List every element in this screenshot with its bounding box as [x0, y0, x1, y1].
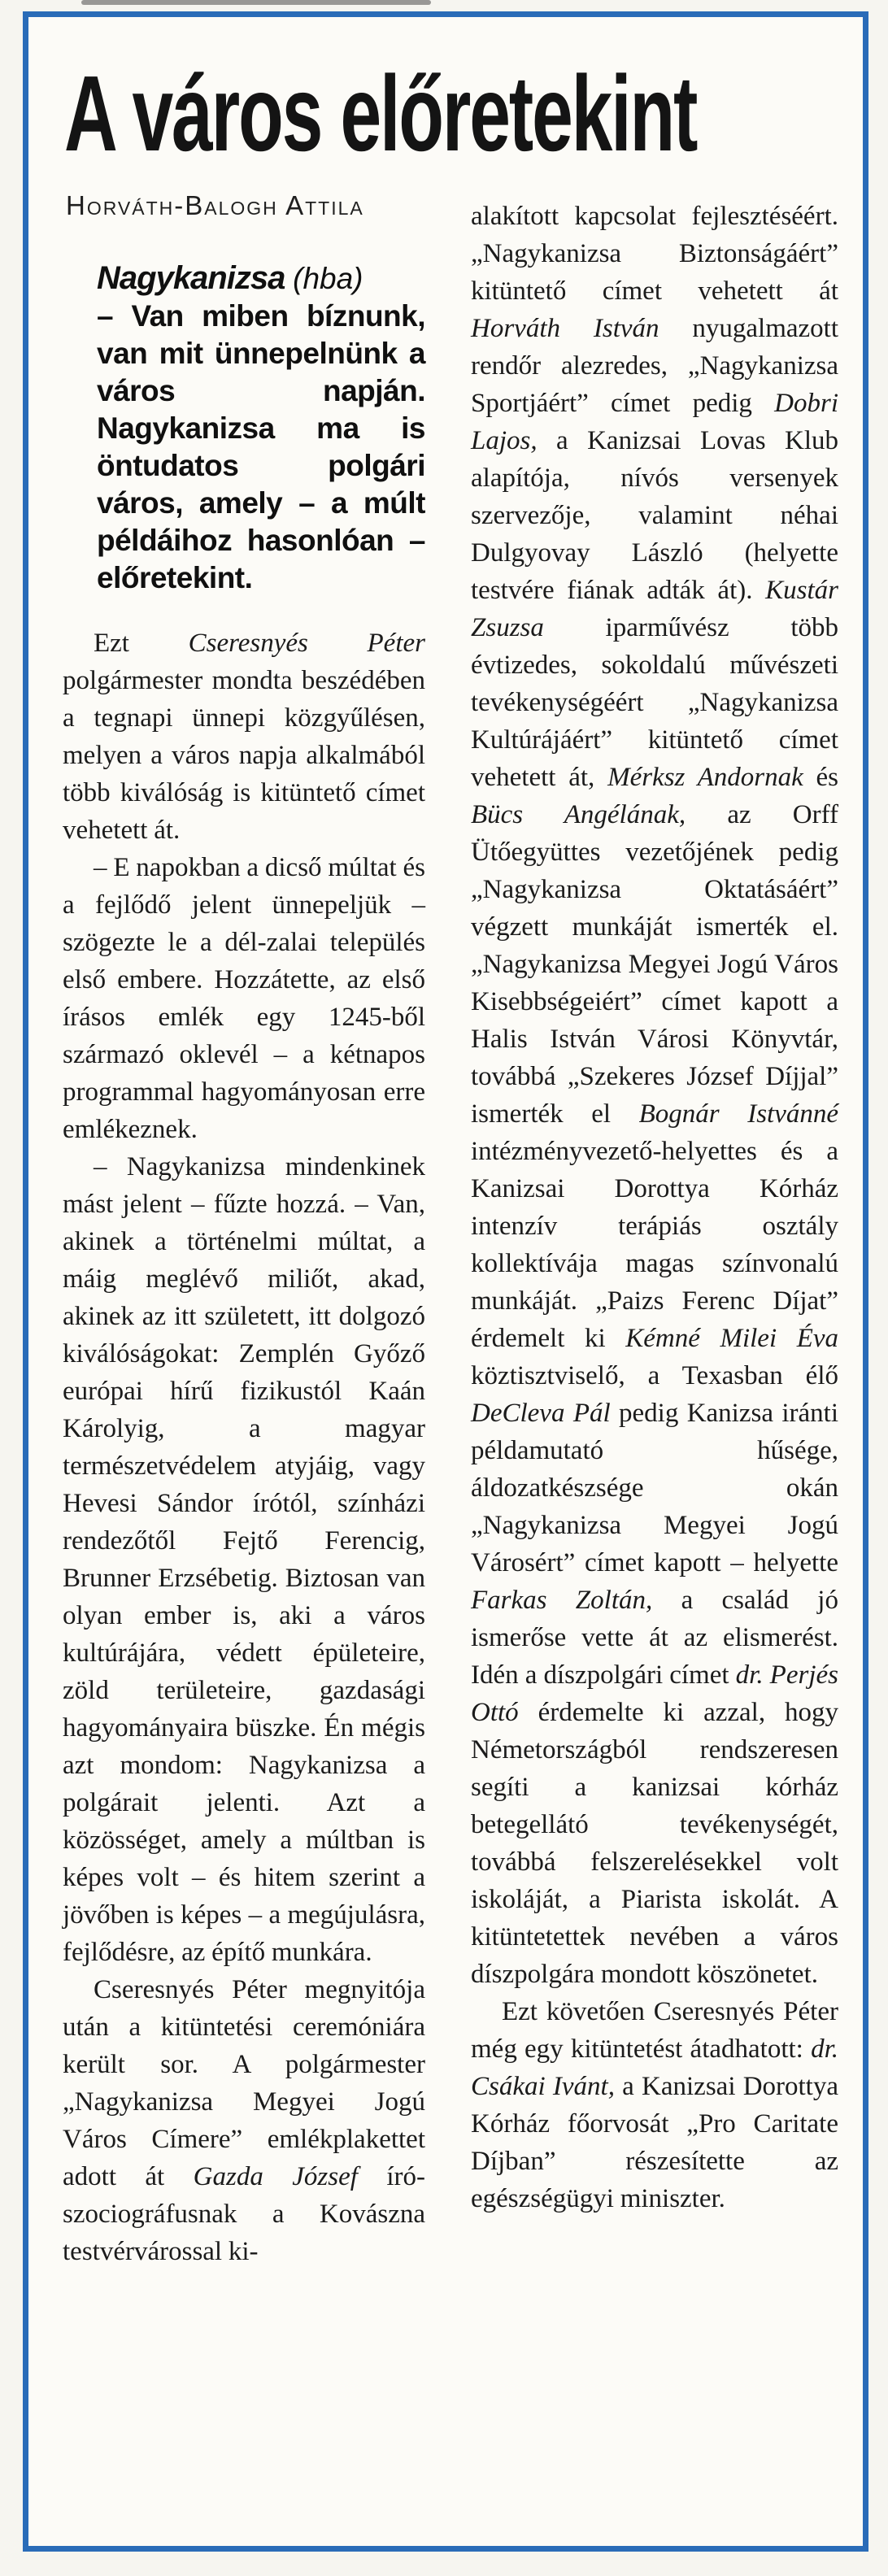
body-text: érdemelte ki azzal, hogy Németországból rendszeresen segíti a kanizsai kórház betegellátó tevékenységét, továbbá felszerelésekkel volt iskoláját, a Piarista iskolát. A kitüntetettek nevében a város díszpolgára mondott köszönetet.: [471, 1698, 838, 1989]
body-text: köztisztviselő, a Texasban élő: [471, 1361, 838, 1390]
honoree-name: Kémné Milei Éva: [625, 1324, 838, 1353]
body-paragraph: [471, 198, 838, 1993]
body-text: és: [803, 763, 838, 792]
article-column-left: [63, 259, 425, 2270]
article-lead: [97, 259, 425, 597]
honoree-name: Kustár Zsuzsa: [471, 576, 838, 642]
body-text: a Kanizsai Lovas Klub alapítója, nívós versenyek szervezője, valamint néhai Dulgyovay László (helyette testvére fiának adták át).: [471, 426, 838, 605]
body-text: – E napokban a dicső múltat és a fejlődő jelent ünnepeljük – szögezte le a dél-zalai település első embere. Hozzátette, az első írásos emlék egy 1245-ből származó oklevél – a kétnapos programmal hagyományosan erre emlékeznek.: [63, 853, 425, 1144]
body-paragraph: [63, 849, 425, 1148]
body-text: a Kanizsai Dorottya Kórház főorvosát „Pro Caritate Díjban” részesítette az egészségügyi miniszter.: [471, 2072, 839, 2213]
body-text: Ezt: [94, 629, 189, 658]
lead-dateline: [97, 259, 425, 298]
honoree-name: Bücs Angélának,: [471, 800, 686, 829]
honoree-name: dr. Csákai Ivánt,: [471, 2034, 838, 2101]
article-column-right: [471, 198, 838, 2217]
body-paragraph: [63, 1148, 425, 1971]
article-box: [23, 11, 868, 2552]
article-headline: A város előretekint: [64, 54, 697, 173]
body-text: alakított kapcsolat fejlesztéséért. „Nagykanizsa Biztonságáért” kitüntető címet vehetett át: [471, 202, 838, 306]
body-text: intézményvezető-helyettes és a Kanizsai Dorottya Kórház intenzív terápiás osztály kollektívája magas színvonalú munkáját. „Paizs Ferenc Díjat” érdemelt ki: [471, 1137, 838, 1353]
honoree-name: Cseresnyés Péter: [188, 629, 425, 658]
body-text: író-szociográfusnak a Kovászna testvérvárossal ki-: [63, 2162, 425, 2266]
body-text: Ezt követően Cseresnyés Péter még egy kitüntetést átadhatott:: [471, 1997, 838, 2064]
lead-text: – Van miben bíznunk, van mit ünnepelnünk a város napján. Nagykanizsa ma is öntudatos polgári város, amely – a múlt példáihoz hasonlóan – előretekint.: [97, 299, 425, 594]
honoree-name: Mérksz Andornak: [607, 763, 803, 792]
body-text: – Nagykanizsa mindenkinek mást jelent – fűzte hozzá. – Van, akinek a történelmi múltat, a máig meglévő miliőt, akad, akinek az itt született, itt dolgozó kiválóságokat: Zemplén Győző európai hírű fizikustól Kaán Károlyig, a magyar természetvédelem atyjáig, vagy Hevesi Sándor írótól, színházi rendezőtől Fejtő Ferencig, Brunner Erzsébetig. Biztosan van olyan ember is, aki a város kultúrájára, védett épületeire, zöld területeire, gazdasági hagyományaira büszke. Én mégis azt mondom: Nagykanizsa a polgárait jelenti. Azt a közösséget, amely a múltban is képes volt – és hitem szerint a jövőben is képes – a megújulásra, fejlődésre, az építő munkára.: [63, 1152, 425, 1967]
body-paragraph: [471, 1993, 838, 2217]
lead-author-abbrev: (hba): [285, 262, 363, 295]
honoree-name: Gazda József: [193, 2162, 358, 2191]
lead-location: Nagykanizsa: [97, 260, 285, 296]
body-text: pedig Kanizsa iránti példamutató hűsége, áldozatkészsége okán „Nagykanizsa Megyei Jogú Városért” címet kapott – helyette: [471, 1399, 838, 1577]
body-text: Cseresnyés Péter megnyitója után a kitüntetési ceremóniára került sor. A polgármester „Nagykanizsa Megyei Jogú Város Címere” emlékplakettet adott át: [63, 1975, 425, 2191]
honoree-name: DeCleva Pál: [471, 1399, 611, 1428]
body-text: polgármester mondta beszédében a tegnapi ünnepi közgyűlésen, melyen a város napja alkalmából több kiválóság is kitüntető címet vehetett át.: [63, 666, 425, 845]
body-text: iparművész több évtizedes, sokoldalú művészeti tevékenységéért „Nagykanizsa Kultúrájáért” kitüntető címet vehetett át,: [471, 613, 838, 792]
honoree-name: Dobri Lajos,: [471, 389, 838, 455]
body-text: nyugalmazott rendőr alezredes, „Nagykanizsa Sportjáért” címet pedig: [471, 314, 838, 418]
honoree-name: Bognár Istvánné: [638, 1099, 839, 1129]
honoree-name: Farkas Zoltán,: [471, 1586, 653, 1615]
body-paragraph: [63, 1971, 425, 2270]
body-paragraph: [63, 624, 425, 849]
body-text: a család jó ismerőse vette át az elismerést. Idén a díszpolgári címet: [471, 1586, 838, 1690]
body-text: az Orff Ütőegyüttes vezetőjének pedig „Nagykanizsa Oktatásáért” végzett munkáját ismerték el. „Nagykanizsa Megyei Jogú Város Kisebbségeiért” címet kapott a Halis István Városi Könyvtár, továbbá „Szekeres József Díjjal” ismerték el: [471, 800, 839, 1129]
honoree-name: dr. Perjés Ottó: [471, 1660, 838, 1727]
article-byline: Horváth-Balogh Attila: [66, 190, 364, 220]
honoree-name: Horváth István: [471, 314, 659, 343]
scan-artifact: [81, 0, 431, 5]
